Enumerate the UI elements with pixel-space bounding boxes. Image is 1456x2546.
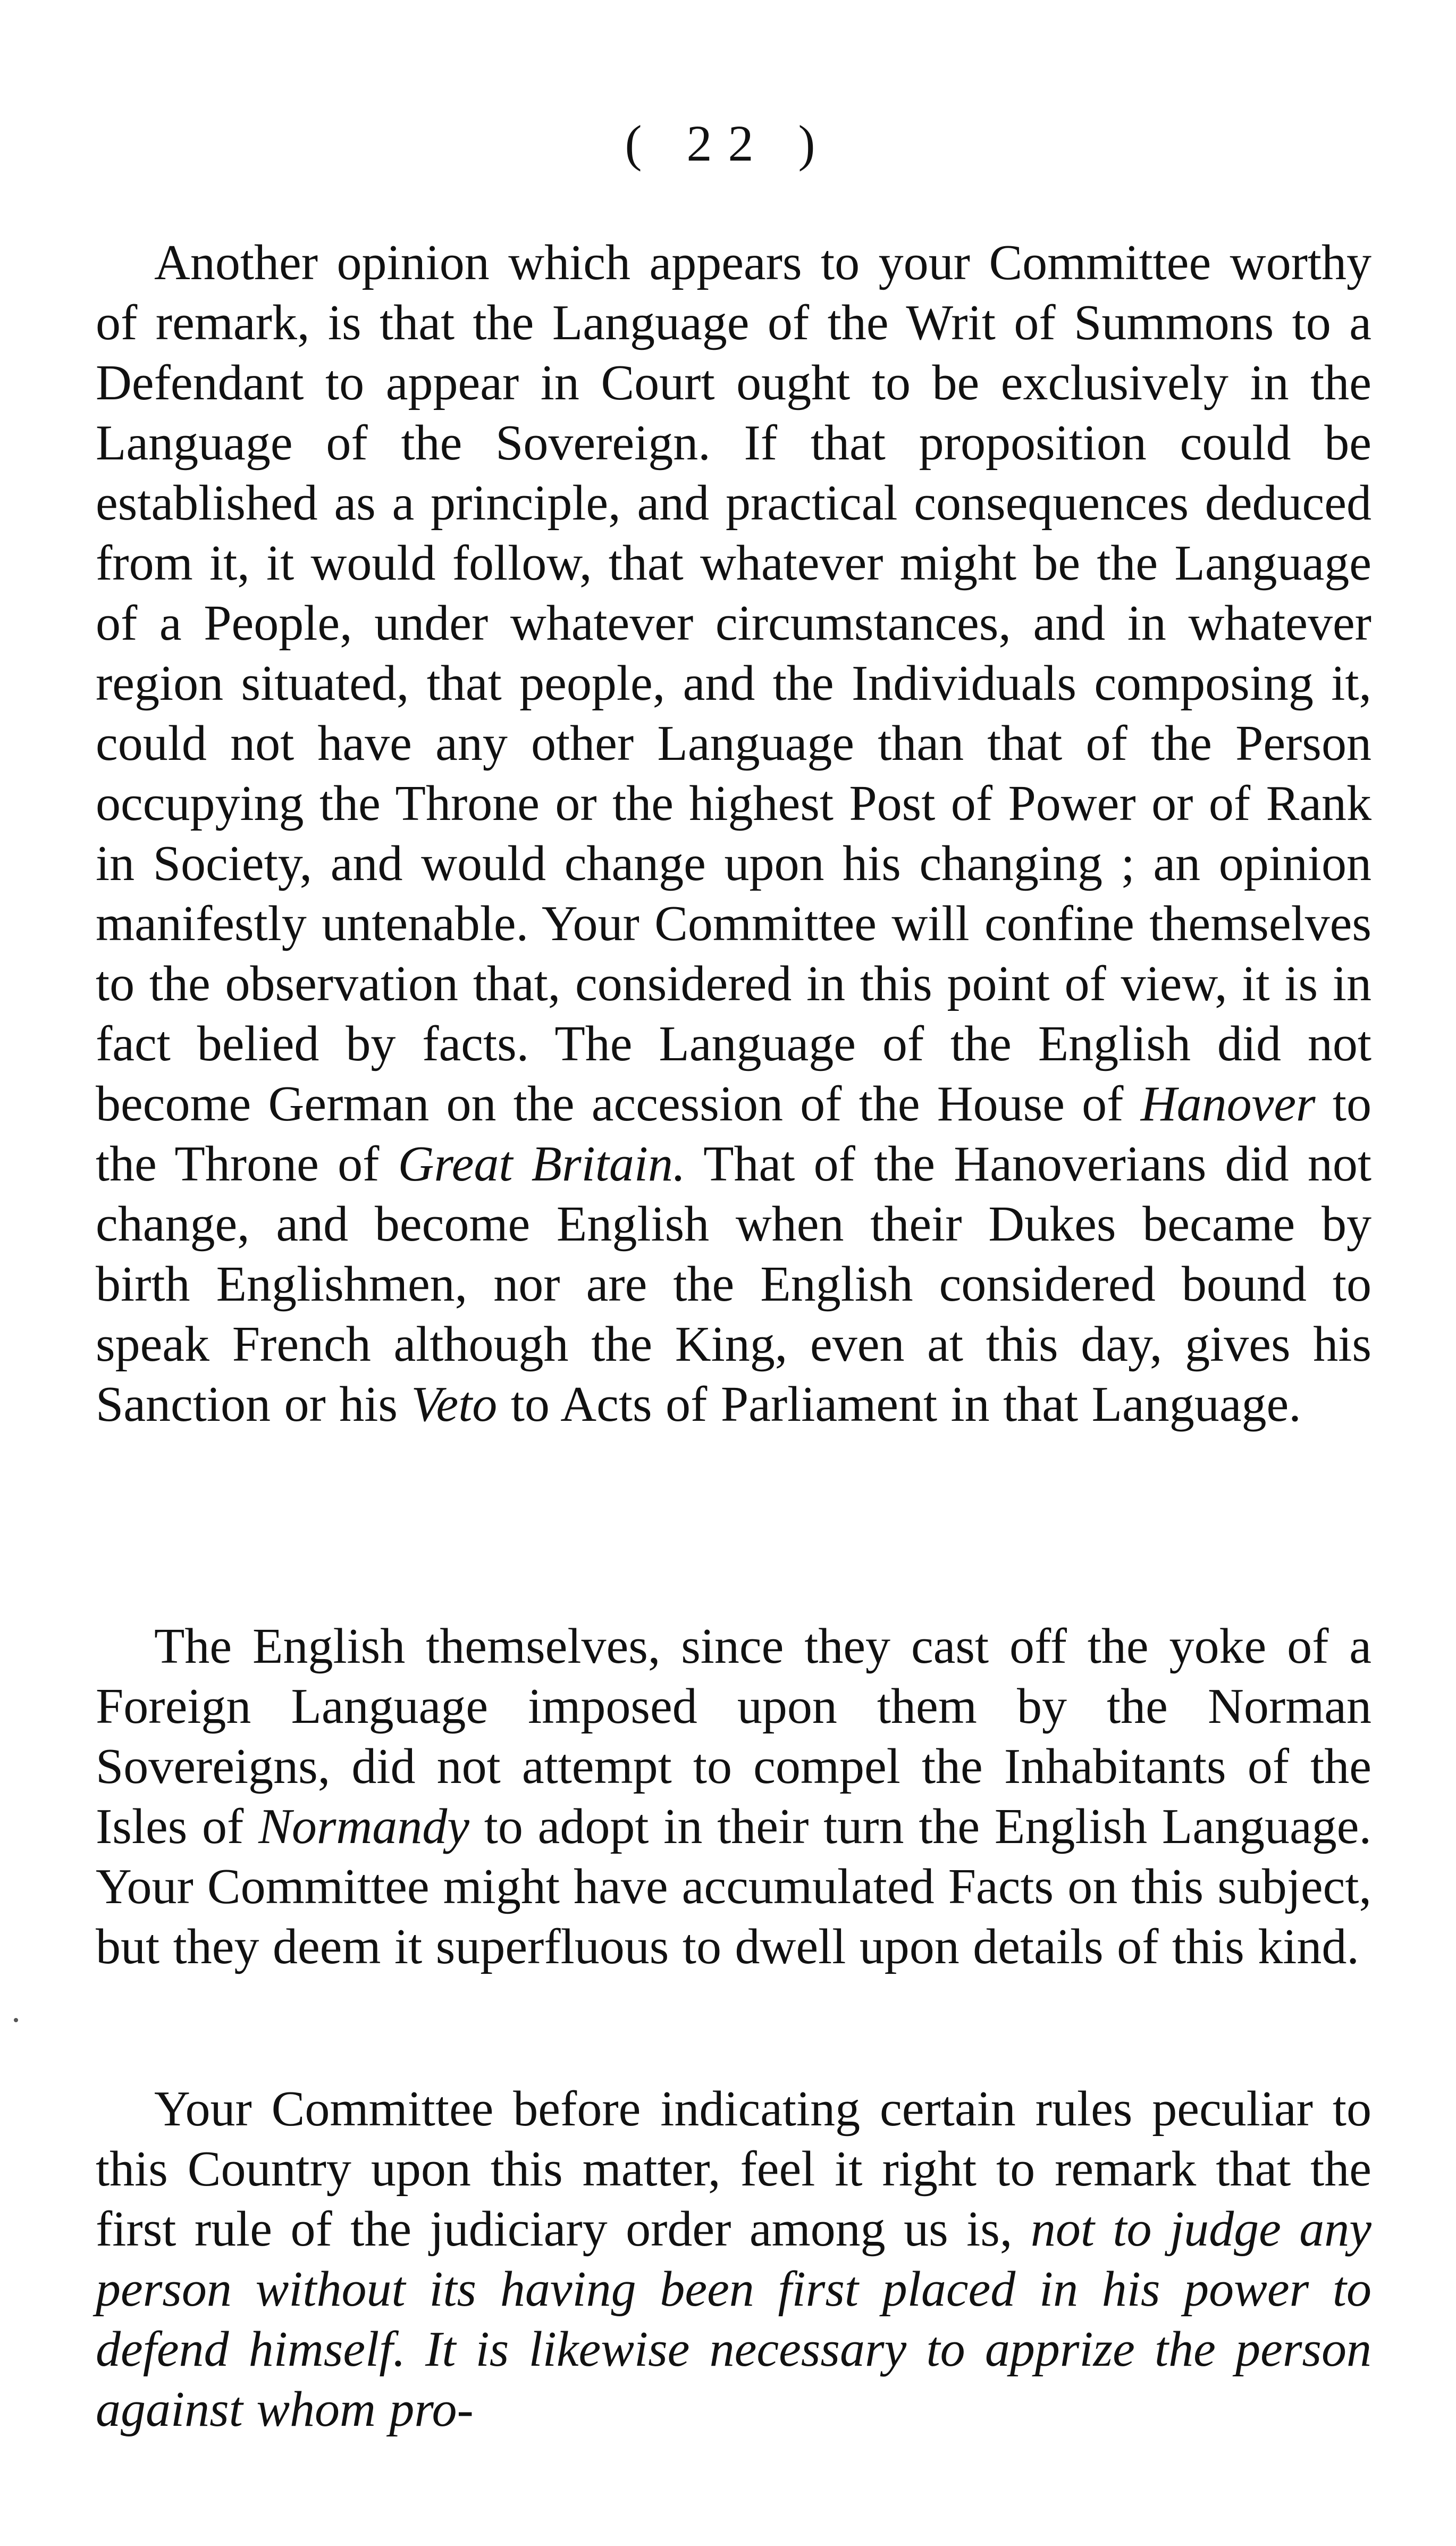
italic-text-run: Great Britain. xyxy=(398,1136,686,1192)
paragraph-opinion-on-writ-language xyxy=(96,233,1371,1435)
paragraph-text xyxy=(96,1617,1371,1977)
italic-text-run: not to judge any person without its having been first placed in his power to defend himself. It is likewise necessary to apprize the person against whom pro- xyxy=(96,2201,1371,2437)
text-run: Another opinion which appears to your Committee worthy of remark, is that the Language of the Writ of Summons to a Defendant to appear in Court ought to be exclusively in the Language of the Sovereign. If that proposition could be established as a principle, and practical consequences deduced from it, it would follow, that whatever might be the Language of a People, under whatever circumstances, and in whatever region situated, that people, and the Individuals composing it, could not have any other Language than that of the Person occupying the Throne or the highest Post of Power or of Rank in Society, and would change upon his changing ; an opinion manifestly untenable. Your Committee will confine themselves to the observation that, considered in this point of view, it is in fact belied by facts. The Language of the English did not become German on the accession of the House of xyxy=(96,235,1371,1132)
paragraph-text xyxy=(96,2079,1371,2440)
text-run: to the Throne of xyxy=(96,1076,1371,1192)
text-run: to Acts of Parliament in that Language. xyxy=(497,1377,1301,1432)
paragraph-text xyxy=(96,233,1371,1435)
page-number: ( 22 ) xyxy=(625,115,831,172)
text-run: Your Committee before indicating certain rules peculiar to this Country upon this matter, feel it right to remark that the first rule of the judiciary order among us is, xyxy=(96,2081,1371,2257)
italic-text-run: Veto xyxy=(411,1377,498,1432)
text-run: The English themselves, since they cast off the yoke of a Foreign Language imposed upon them by the Norman Sovereigns, did not attempt to compel the Inhabitants of the Isles of xyxy=(96,1619,1371,1854)
italic-text-run: Hanover xyxy=(1140,1076,1316,1132)
text-run: That of the Hanoverians did not change, and become English when their Dukes became by birth Englishmen, nor are the English considered bound to speak French although the King, even at this day, gives his Sanction or his xyxy=(96,1136,1371,1432)
italic-text-run: Normandy xyxy=(258,1799,470,1854)
paragraph-english-themselves xyxy=(96,1617,1371,1977)
paragraph-rules-of-judiciary-order xyxy=(96,2079,1371,2440)
print-speck xyxy=(14,2018,18,2022)
text-run: to adopt in their turn the English Language. Your Committee might have accumulated Facts on this subject, but they deem it superfluous to dwell upon details of this kind. xyxy=(96,1799,1371,1974)
